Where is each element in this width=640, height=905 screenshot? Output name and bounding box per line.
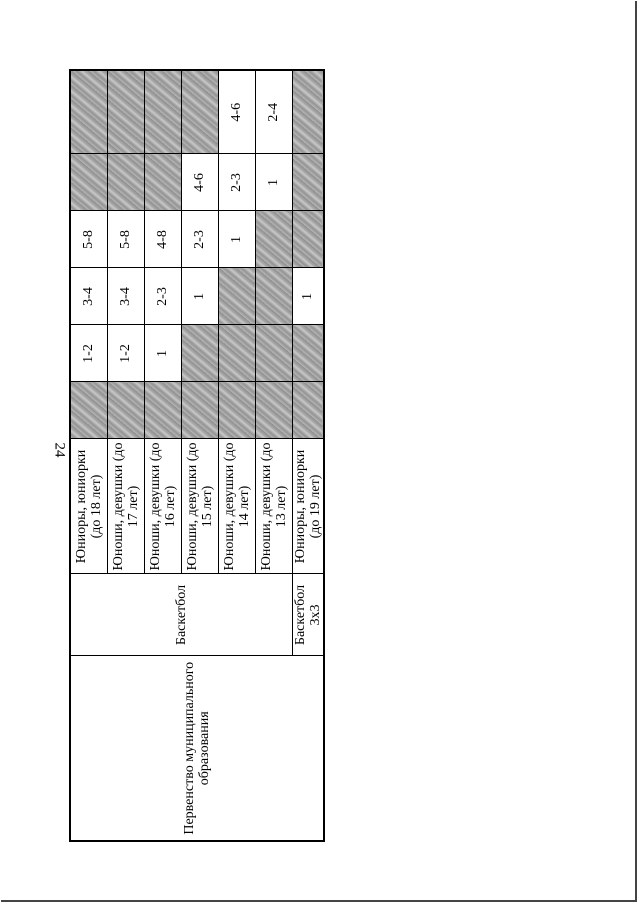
shaded-cell [255, 268, 292, 325]
place-cell: 3-4 [107, 268, 144, 325]
shaded-cell [107, 382, 144, 439]
shaded-cell [144, 154, 181, 211]
category-cell: Юноши, девушки (до 17 лет) [107, 439, 144, 574]
shaded-cell [218, 382, 255, 439]
category-cell: Юноши, девушки (до 14 лет) [218, 439, 255, 574]
place-cell: 5-8 [70, 211, 107, 268]
category-cell: Юниоры, юниорки (до 19 лет) [292, 439, 324, 574]
shaded-cell [255, 382, 292, 439]
place-cell: 1 [181, 268, 218, 325]
place-cell: 2-3 [144, 268, 181, 325]
sport-cell: Баскетбол [70, 574, 292, 656]
shaded-cell [292, 325, 324, 382]
rotated-table-wrapper [69, 71, 323, 842]
place-cell: 1-2 [70, 325, 107, 382]
shaded-cell [218, 268, 255, 325]
shaded-cell [181, 70, 218, 154]
shaded-cell [70, 154, 107, 211]
category-cell: Юноши, девушки (до 15 лет) [181, 439, 218, 574]
shaded-cell [292, 154, 324, 211]
place-cell: 1 [144, 325, 181, 382]
place-cell: 2-3 [181, 211, 218, 268]
place-cell: 2-4 [255, 70, 292, 154]
place-cell: 1-2 [107, 325, 144, 382]
place-cell: 4-6 [181, 154, 218, 211]
shaded-cell [70, 382, 107, 439]
place-cell: 3-4 [70, 268, 107, 325]
event-cell: Первенство муниципального образования [70, 656, 324, 841]
place-cell: 4-6 [218, 70, 255, 154]
shaded-cell [144, 70, 181, 154]
shaded-cell [181, 382, 218, 439]
shaded-cell [107, 154, 144, 211]
shaded-cell [218, 325, 255, 382]
place-cell: 1 [218, 211, 255, 268]
place-cell: 5-8 [107, 211, 144, 268]
table-row [70, 70, 107, 841]
shaded-cell [292, 382, 324, 439]
shaded-cell [255, 325, 292, 382]
shaded-cell [292, 70, 324, 154]
category-cell: Юноши, девушки (до 16 лет) [144, 439, 181, 574]
category-cell: Юноши, девушки (до 13 лет) [255, 439, 292, 574]
category-cell: Юниоры, юниорки (до 18 лет) [70, 439, 107, 574]
page-number: 24 [51, 442, 68, 458]
place-cell: 1 [255, 154, 292, 211]
shaded-cell [107, 70, 144, 154]
shaded-cell [292, 211, 324, 268]
sport-cell: Баскетбол 3х3 [292, 574, 324, 656]
shaded-cell [144, 382, 181, 439]
place-cell: 4-8 [144, 211, 181, 268]
shaded-cell [70, 70, 107, 154]
shaded-cell [255, 211, 292, 268]
results-table [69, 69, 325, 842]
place-cell: 1 [292, 268, 324, 325]
place-cell: 2-3 [218, 154, 255, 211]
shaded-cell [181, 325, 218, 382]
